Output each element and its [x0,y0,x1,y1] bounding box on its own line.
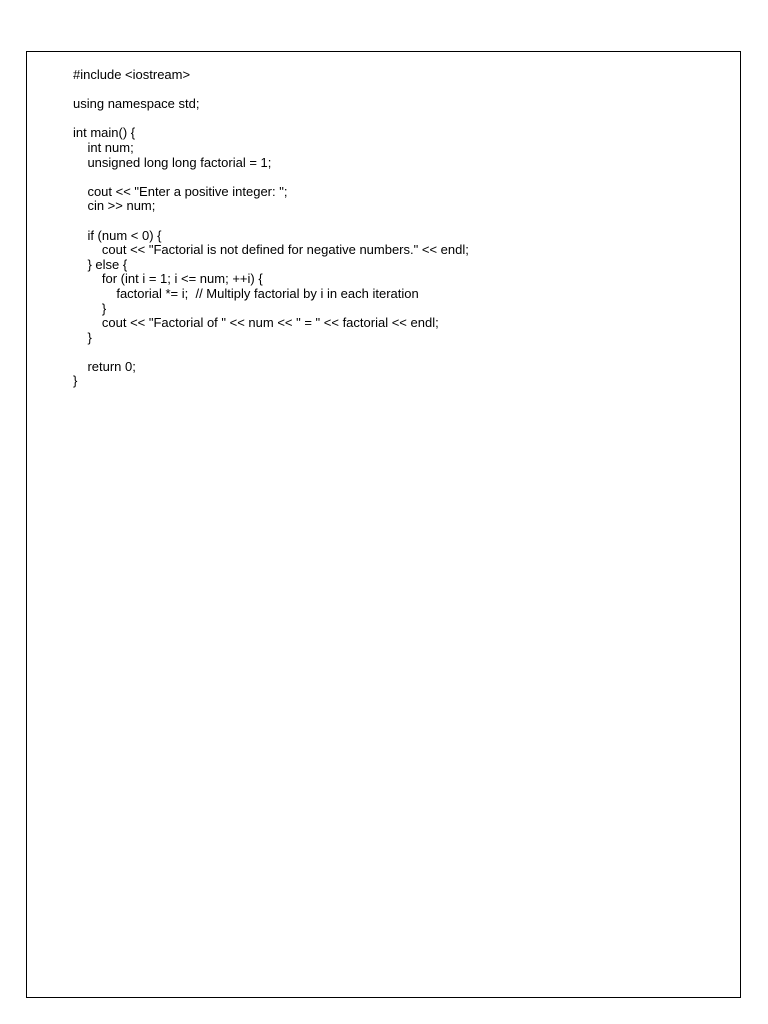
code-line: int num; [73,139,134,155]
code-block [73,68,469,389]
code-line: using namespace std; [73,96,200,112]
code-line [73,170,469,185]
code-line: #include <iostream> [73,67,191,82]
code-line: int main() { [73,125,136,141]
code-line [73,112,469,127]
code-line: cout << "Factorial is not defined for negative numbers." << endl; [73,242,469,258]
code-line: cin >> num; [73,198,156,214]
code-line: return 0; [73,358,136,374]
code-line: } [73,329,92,345]
code-line [73,345,469,360]
code-line: cout << "Enter a positive integer: "; [73,183,288,199]
code-line [73,83,469,98]
code-line: if (num < 0) { [73,227,162,243]
code-line: } else { [73,256,128,272]
code-line: } [73,300,107,316]
code-line: for (int i = 1; i <= num; ++i) { [73,271,263,287]
code-line: factorial *= i; // Multiply factorial by i in each iteration [73,285,419,301]
code-line: } [73,373,78,389]
code-line [73,214,469,229]
code-line: unsigned long long factorial = 1; [73,154,272,170]
code-line: cout << "Factorial of " << num << " = " << factorial << endl; [73,315,439,331]
